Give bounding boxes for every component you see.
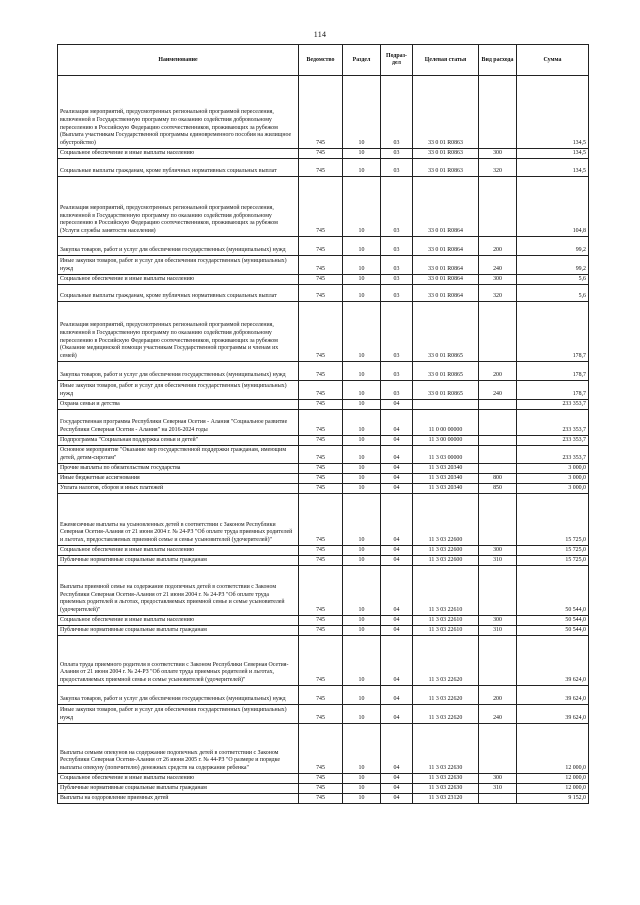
table-row [58,636,589,686]
table-row [58,159,589,177]
cell-subsection: 03 [381,177,413,237]
cell-subsection: 04 [381,686,413,705]
cell-target-item: 11 3 03 22630 [413,784,479,794]
cell-name: Подпрограмма "Социальная поддержка семьи и детей" [58,436,299,446]
cell-target-item: 33 0 01 R0865 [413,381,479,400]
table-row [58,626,589,636]
header-name: Наименование [58,45,299,76]
cell-subsection: 04 [381,436,413,446]
cell-target-item: 11 3 03 22610 [413,616,479,626]
cell-expense-type [479,446,517,464]
table-row [58,400,589,410]
cell-target-item: 11 3 03 22610 [413,626,479,636]
cell-target-item: 33 0 01 R0863 [413,76,479,149]
table-row [58,546,589,556]
cell-amount: 3 000,0 [517,484,589,494]
cell-section: 10 [343,636,381,686]
cell-amount: 50 544,0 [517,616,589,626]
cell-target-item: 11 3 03 00000 [413,446,479,464]
cell-name: Закупка товаров, работ и услуг для обеспечения государственных (муниципальных) нужд [58,237,299,256]
cell-section: 10 [343,546,381,556]
cell-target-item: 11 3 03 22630 [413,724,479,774]
cell-section: 10 [343,724,381,774]
cell-name: Реализация мероприятий, предусмотренных региональной программой переселения, включенной в Государственную программу по оказанию содействия добровольному переселению в Российскую Федерацию соотечественников, проживающих за рубежом (Выплата участникам Государственной программы единовременного пособия на жилищное обустройство) [58,76,299,149]
cell-department: 745 [299,76,343,149]
cell-department: 745 [299,464,343,474]
table-row [58,76,589,149]
cell-target-item [413,400,479,410]
cell-subsection: 04 [381,446,413,464]
table-row [58,237,589,256]
cell-department: 745 [299,436,343,446]
table-row [58,275,589,285]
header-section: Раздел [343,45,381,76]
cell-target-item: 11 3 03 22620 [413,705,479,724]
cell-amount: 9 152,0 [517,794,589,804]
cell-name: Государственная программа Республики Северная Осетия - Алания "Социальное развитие Республики Северная Осетия - Алания" на 2016-2024 годы [58,410,299,436]
cell-expense-type: 300 [479,149,517,159]
cell-subsection: 04 [381,616,413,626]
cell-department: 745 [299,177,343,237]
cell-amount: 233 353,7 [517,400,589,410]
cell-section: 10 [343,566,381,616]
cell-section: 10 [343,794,381,804]
cell-department: 745 [299,636,343,686]
cell-section: 10 [343,256,381,275]
cell-target-item: 33 0 01 R0864 [413,237,479,256]
cell-expense-type [479,410,517,436]
cell-section: 10 [343,446,381,464]
cell-name: Ежемесячные выплаты на усыновленных детей в соответствии с Законом Республики Северная Осетия-Алания от 21 июня 2004 г. № 24-РЗ "Об оплате труда приемных родителей и льготах, предоставляемых приемной семье и семье усыновителей (удочерителей)" [58,494,299,546]
cell-section: 10 [343,285,381,302]
cell-amount: 134,5 [517,159,589,177]
cell-department: 745 [299,410,343,436]
cell-name: Публичные нормативные социальные выплаты гражданам [58,784,299,794]
cell-department: 745 [299,149,343,159]
cell-subsection: 04 [381,400,413,410]
cell-expense-type: 200 [479,686,517,705]
cell-name: Социальные выплаты гражданам, кроме публичных нормативных социальных выплат [58,159,299,177]
cell-name: Выплаты приемной семье на содержание подопечных детей в соответствии с Законом Республики Северная Осетия-Алания от 21 июня 2004 г. № 24-РЗ "Об оплате труда приемных родителей и льготах, предоставляемых приемной семье и семье усыновителей (удочерителей)" [58,566,299,616]
cell-expense-type [479,464,517,474]
cell-department: 745 [299,237,343,256]
cell-expense-type [479,302,517,362]
cell-section: 10 [343,177,381,237]
cell-department: 745 [299,724,343,774]
table-row [58,784,589,794]
cell-department: 745 [299,362,343,381]
cell-name: Публичные нормативные социальные выплаты гражданам [58,626,299,636]
cell-target-item: 33 0 01 R0863 [413,149,479,159]
table-row [58,381,589,400]
cell-target-item: 33 0 01 R0864 [413,275,479,285]
table-row [58,302,589,362]
cell-expense-type: 310 [479,556,517,566]
table-row [58,177,589,237]
cell-name: Иные закупки товаров, работ и услуг для обеспечения государственных (муниципальных) нужд [58,705,299,724]
cell-target-item: 11 0 00 00000 [413,410,479,436]
cell-subsection: 04 [381,464,413,474]
cell-department: 745 [299,159,343,177]
cell-amount: 39 624,0 [517,705,589,724]
cell-section: 10 [343,149,381,159]
cell-subsection: 04 [381,474,413,484]
cell-amount: 12 000,0 [517,724,589,774]
cell-amount: 233 353,7 [517,410,589,436]
cell-name: Иные закупки товаров, работ и услуг для обеспечения государственных (муниципальных) нужд [58,381,299,400]
cell-subsection: 04 [381,636,413,686]
cell-amount: 233 353,7 [517,436,589,446]
cell-amount: 15 725,0 [517,556,589,566]
cell-amount: 12 000,0 [517,784,589,794]
cell-subsection: 03 [381,302,413,362]
cell-section: 10 [343,494,381,546]
cell-amount: 178,7 [517,381,589,400]
cell-amount: 15 725,0 [517,546,589,556]
cell-section: 10 [343,686,381,705]
table-row [58,774,589,784]
cell-name: Выплаты на оздоровление приемных детей [58,794,299,804]
cell-name: Социальное обеспечение и иные выплаты населению [58,774,299,784]
cell-section: 10 [343,159,381,177]
cell-expense-type: 320 [479,159,517,177]
table-row [58,556,589,566]
cell-expense-type: 300 [479,774,517,784]
cell-section: 10 [343,626,381,636]
cell-target-item: 33 0 01 R0864 [413,285,479,302]
cell-subsection: 04 [381,546,413,556]
cell-expense-type: 300 [479,546,517,556]
cell-section: 10 [343,302,381,362]
cell-expense-type: 200 [479,362,517,381]
cell-department: 745 [299,784,343,794]
cell-amount: 3 000,0 [517,474,589,484]
cell-name: Иные бюджетные ассигнования [58,474,299,484]
table-body [58,76,589,804]
cell-target-item: 33 0 01 R0864 [413,256,479,275]
table-row [58,285,589,302]
cell-subsection: 03 [381,237,413,256]
cell-section: 10 [343,464,381,474]
cell-subsection: 03 [381,381,413,400]
cell-department: 745 [299,474,343,484]
cell-subsection: 03 [381,159,413,177]
cell-department: 745 [299,494,343,546]
cell-expense-type [479,724,517,774]
cell-section: 10 [343,784,381,794]
cell-department: 745 [299,686,343,705]
table-row [58,362,589,381]
cell-section: 10 [343,237,381,256]
cell-target-item: 33 0 01 R0863 [413,159,479,177]
cell-subsection: 03 [381,76,413,149]
table-row [58,256,589,275]
cell-target-item: 11 3 03 20340 [413,474,479,484]
cell-subsection: 04 [381,724,413,774]
cell-name: Охрана семьи и детства [58,400,299,410]
cell-amount: 39 624,0 [517,636,589,686]
cell-department: 745 [299,381,343,400]
cell-expense-type [479,436,517,446]
cell-department: 745 [299,794,343,804]
table-row [58,474,589,484]
cell-section: 10 [343,484,381,494]
cell-department: 745 [299,285,343,302]
cell-amount: 50 544,0 [517,566,589,616]
cell-target-item: 11 3 03 20340 [413,484,479,494]
cell-department: 745 [299,275,343,285]
cell-subsection: 03 [381,149,413,159]
cell-name: Реализация мероприятий, предусмотренных региональной программой переселения, включенной в Государственную программу по оказанию содействия добровольному переселению в Российскую Федерацию соотечественников, проживающих за рубежом (Оказание медицинской помощи участникам Государственной программы и членам их семей) [58,302,299,362]
cell-target-item: 11 3 00 00000 [413,436,479,446]
cell-section: 10 [343,275,381,285]
cell-name: Социальное обеспечение и иные выплаты населению [58,546,299,556]
cell-subsection: 04 [381,484,413,494]
cell-amount: 39 624,0 [517,686,589,705]
cell-name: Закупка товаров, работ и услуг для обеспечения государственных (муниципальных) нужд [58,686,299,705]
cell-amount: 233 353,7 [517,446,589,464]
cell-amount: 104,8 [517,177,589,237]
cell-amount: 134,5 [517,149,589,159]
cell-subsection: 03 [381,362,413,381]
cell-name: Прочие выплаты по обязательствам государства [58,464,299,474]
cell-section: 10 [343,616,381,626]
table-row [58,410,589,436]
cell-target-item: 11 3 03 22600 [413,494,479,546]
table-row [58,705,589,724]
header-expense-type: Вид расхода [479,45,517,76]
cell-department: 745 [299,566,343,616]
cell-section: 10 [343,400,381,410]
cell-expense-type [479,636,517,686]
cell-name: Реализация мероприятий, предусмотренных региональной программой переселения, включенной в Государственную программу по оказанию содействия добровольному переселению в Российскую Федерацию соотечественников, проживающих за рубежом (Услуги службы занятости населения) [58,177,299,237]
cell-expense-type: 240 [479,381,517,400]
cell-section: 10 [343,76,381,149]
cell-amount: 134,5 [517,76,589,149]
cell-name: Социальные выплаты гражданам, кроме публичных нормативных социальных выплат [58,285,299,302]
cell-target-item: 11 3 03 22620 [413,636,479,686]
cell-section: 10 [343,436,381,446]
cell-subsection: 04 [381,774,413,784]
cell-name: Уплата налогов, сборов и иных платежей [58,484,299,494]
cell-subsection: 03 [381,285,413,302]
cell-amount: 5,6 [517,285,589,302]
cell-subsection: 04 [381,784,413,794]
cell-name: Социальное обеспечение и иные выплаты населению [58,149,299,159]
cell-section: 10 [343,774,381,784]
cell-amount: 178,7 [517,362,589,381]
table-row [58,724,589,774]
cell-expense-type [479,400,517,410]
cell-expense-type: 240 [479,256,517,275]
cell-target-item: 11 3 03 22610 [413,566,479,616]
table-row [58,566,589,616]
cell-department: 745 [299,556,343,566]
cell-target-item: 33 0 01 R0864 [413,177,479,237]
budget-table [57,44,589,804]
cell-amount: 15 725,0 [517,494,589,546]
header-amount: Сумма [517,45,589,76]
table-row [58,149,589,159]
cell-name: Оплата труда приемного родителя в соответствии с Законом Республики Северная Осетия-Алания от 21 июня 2004 г. № 24-РЗ "Об оплате труда приемных родителей и льготах, предоставляемых приемной семье и семье усыновителей (удочерителей)" [58,636,299,686]
cell-subsection: 04 [381,566,413,616]
table-row [58,616,589,626]
cell-department: 745 [299,774,343,784]
cell-section: 10 [343,362,381,381]
cell-expense-type: 310 [479,626,517,636]
cell-expense-type [479,794,517,804]
cell-expense-type: 300 [479,275,517,285]
cell-subsection: 03 [381,256,413,275]
cell-department: 745 [299,546,343,556]
cell-department: 745 [299,484,343,494]
cell-section: 10 [343,474,381,484]
header-subsection: Подраз-дел [381,45,413,76]
cell-target-item: 33 0 01 R0865 [413,302,479,362]
table-row [58,464,589,474]
cell-section: 10 [343,705,381,724]
cell-expense-type: 240 [479,705,517,724]
cell-subsection: 04 [381,494,413,546]
cell-target-item: 33 0 01 R0865 [413,362,479,381]
cell-department: 745 [299,256,343,275]
cell-expense-type: 850 [479,484,517,494]
table-row [58,436,589,446]
cell-expense-type: 320 [479,285,517,302]
cell-target-item: 11 3 03 20340 [413,464,479,474]
cell-department: 745 [299,302,343,362]
cell-expense-type [479,494,517,546]
cell-subsection: 04 [381,556,413,566]
cell-expense-type: 800 [479,474,517,484]
header-target-item: Целевая статья [413,45,479,76]
cell-name: Выплаты семьям опекунов на содержание подопечных детей в соответствии с Законом Республики Северная Осетия-Алания от 26 июня 2005 г. № 44-РЗ "О размере и порядке выплаты опекуну (попечителю) денежных средств на содержание ребенка" [58,724,299,774]
header-department: Ведомство [299,45,343,76]
cell-department: 745 [299,616,343,626]
cell-expense-type: 300 [479,616,517,626]
cell-amount: 12 000,0 [517,774,589,784]
cell-name: Иные закупки товаров, работ и услуг для обеспечения государственных (муниципальных) нужд [58,256,299,275]
table-row [58,686,589,705]
cell-target-item: 11 3 03 22600 [413,556,479,566]
cell-amount: 50 544,0 [517,626,589,636]
cell-amount: 99,2 [517,256,589,275]
cell-expense-type [479,76,517,149]
cell-target-item: 11 3 03 22630 [413,774,479,784]
cell-subsection: 04 [381,626,413,636]
cell-subsection: 04 [381,705,413,724]
cell-subsection: 03 [381,275,413,285]
cell-amount: 5,6 [517,275,589,285]
cell-name: Социальное обеспечение и иные выплаты населению [58,275,299,285]
table-row [58,794,589,804]
table-row [58,446,589,464]
cell-section: 10 [343,381,381,400]
cell-target-item: 11 3 03 22600 [413,546,479,556]
cell-subsection: 04 [381,410,413,436]
cell-section: 10 [343,410,381,436]
cell-department: 745 [299,400,343,410]
table-header-row [58,45,589,76]
cell-subsection: 04 [381,794,413,804]
cell-amount: 3 000,0 [517,464,589,474]
table-row [58,484,589,494]
cell-amount: 99,2 [517,237,589,256]
cell-target-item: 11 3 03 22620 [413,686,479,705]
cell-name: Социальное обеспечение и иные выплаты населению [58,616,299,626]
cell-expense-type [479,177,517,237]
cell-department: 745 [299,446,343,464]
cell-expense-type: 310 [479,784,517,794]
cell-name: Публичные нормативные социальные выплаты гражданам [58,556,299,566]
cell-expense-type [479,566,517,616]
cell-section: 10 [343,556,381,566]
cell-expense-type: 200 [479,237,517,256]
cell-name: Основное мероприятие "Оказание мер государственной поддержки гражданам, имеющим детей, детям-сиротам" [58,446,299,464]
page-number: 114 [313,30,327,39]
cell-name: Закупка товаров, работ и услуг для обеспечения государственных (муниципальных) нужд [58,362,299,381]
cell-department: 745 [299,626,343,636]
cell-target-item: 11 3 03 23120 [413,794,479,804]
cell-amount: 178,7 [517,302,589,362]
cell-department: 745 [299,705,343,724]
table-row [58,494,589,546]
